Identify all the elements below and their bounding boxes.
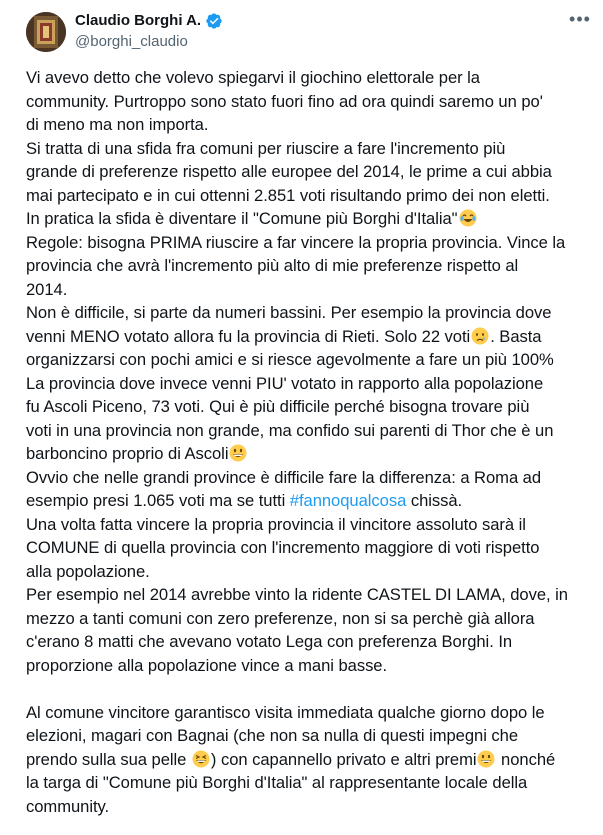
tweet-line-text: c'erano 8 matti che avevano votato Lega con preferenza Borghi. In	[26, 632, 513, 651]
tweet-line-text: fu Ascoli Piceno, 73 voti. Qui è più difficile perché bisogna trovare più	[26, 397, 530, 416]
tweet-line	[26, 701, 596, 725]
tweet-line	[26, 231, 596, 255]
tweet-line	[26, 372, 596, 396]
tweet-line-text: elezioni, magari con Bagnai (che non sa nulla di questi impegni che	[26, 726, 519, 745]
tweet-line	[26, 254, 596, 278]
tweet-line	[26, 90, 596, 114]
tweet-line	[26, 489, 596, 513]
tweet-line	[26, 278, 596, 302]
tweet-line	[26, 466, 596, 490]
tweet-line-text: Non è difficile, si parte da numeri bassini. Per esempio la provincia dove	[26, 303, 552, 322]
emoji-grin-icon	[477, 750, 495, 768]
tweet-line	[26, 724, 596, 748]
emoji-laugh-icon	[192, 750, 210, 768]
tweet-line-text: mezzo a tanti comuni con zero preferenze, non si sa perchè già allora	[26, 608, 535, 628]
tweet-line	[26, 560, 596, 584]
emoji-joy-icon	[459, 209, 477, 227]
tweet-line	[26, 301, 596, 325]
emoji-sad-icon	[471, 327, 489, 345]
tweet-line-text: Si tratta di una sfida fra comuni per riuscire a fare l'incremento più	[26, 138, 506, 158]
handle[interactable]: @borghi_claudio	[75, 33, 188, 50]
tweet-line	[26, 536, 596, 560]
tweet-line	[26, 677, 596, 701]
tweet-line-text: Regole: bisogna PRIMA riuscire a far vincere la propria provincia. Vince la	[26, 232, 566, 252]
avatar[interactable]	[26, 12, 66, 52]
tweet-line	[26, 66, 596, 90]
tweet-line	[26, 630, 596, 654]
emoji-grin-icon	[229, 444, 247, 462]
tweet-line-text: chissà.	[406, 491, 463, 510]
tweet-line-text: Ovvio che nelle grandi province è difficile fare la differenza: a Roma ad	[26, 467, 542, 487]
tweet-line	[26, 748, 596, 772]
tweet-line-text: prendo sulla sua pelle	[26, 749, 191, 769]
tweet-line-text: nonché	[496, 749, 556, 769]
tweet-line	[26, 207, 596, 231]
tweet-line-text: di meno ma non importa.	[26, 115, 209, 134]
tweet-line-text: Al comune vincitore garantisco visita immediata qualche giorno dopo le	[26, 702, 545, 722]
tweet-line	[26, 160, 596, 184]
tweet-line-text: Una volta fatta vincere la propria provincia il vincitore assoluto sarà il	[26, 514, 526, 534]
more-options-icon[interactable]: •••	[569, 9, 591, 29]
tweet-line	[26, 395, 596, 419]
tweet-line-text: la targa di "Comune più Borghi d'Italia" al rappresentante locale della	[26, 773, 528, 792]
tweet-line-text: mai partecipato e in cui ottenni 2.851 voti risultando primo dei non eletti.	[26, 185, 550, 205]
tweet-line-text: proporzione alla popolazione vince a mani basse.	[26, 655, 388, 675]
tweet-line	[26, 583, 596, 607]
tweet-line	[26, 137, 596, 161]
tweet-line-text: COMUNE di quella provincia con l'incremento maggiore di voti rispetto	[26, 538, 540, 557]
tweet-line-text: In pratica la sfida è diventare il "Comune più Borghi d'Italia"	[26, 209, 458, 228]
tweet-line-text: . Basta	[490, 326, 542, 346]
tweet-line-text: Per esempio nel 2014 avrebbe vinto la ridente CASTEL DI LAMA, dove, in	[26, 585, 568, 604]
tweet-line-text: La provincia dove invece venni PIU' votato in rapporto alla popolazione	[26, 373, 544, 393]
tweet-line-text: barboncino proprio di Ascoli	[26, 444, 229, 463]
tweet-line	[26, 348, 596, 372]
tweet-line-text: ) con capannello privato e altri premi	[210, 749, 477, 769]
tweet-line-text: esempio presi 1.065 voti ma se tutti	[26, 491, 290, 510]
hashtag-link[interactable]: #fannoqualcosa	[289, 491, 407, 510]
tweet-line	[26, 442, 596, 466]
tweet-line-text: community. Purtroppo sono stato fuori fino ad ora quindi saremo un po'	[26, 91, 543, 111]
tweet-line	[26, 771, 596, 795]
tweet-line	[26, 795, 596, 819]
tweet-line-text: voti in una provincia non grande, ma confido sui parenti di Thor che è un	[26, 420, 554, 440]
tweet-line	[26, 184, 596, 208]
tweet-body	[26, 66, 596, 818]
tweet-line-text: venni MENO votato allora fu la provincia di Rieti. Solo 22 voti	[26, 326, 471, 346]
tweet-header	[0, 0, 603, 60]
tweet-line-text: community.	[26, 796, 110, 816]
tweet-line	[26, 113, 596, 137]
tweet-line-text: grande di preferenze rispetto alle europee del 2014, le prime a cui abbia	[26, 162, 552, 181]
tweet-line-text: alla popolazione.	[26, 561, 150, 581]
tweet-line	[26, 654, 596, 678]
tweet-line	[26, 325, 596, 349]
display-name[interactable]: Claudio Borghi A.	[75, 12, 202, 29]
tweet-line-text: 2014.	[26, 279, 68, 299]
tweet-line-text: organizzarsi con pochi amici e si riesce agevolmente a fare un più 100%	[26, 350, 554, 369]
tweet-line	[26, 607, 596, 631]
tweet-line	[26, 419, 596, 443]
tweet-line	[26, 513, 596, 537]
tweet-line-text: Vi avevo detto che volevo spiegarvi il giochino elettorale per la	[26, 68, 480, 87]
verified-badge-icon	[205, 12, 223, 30]
tweet-line-text: provincia che avrà l'incremento più alto di mie preferenze rispetto al	[26, 256, 519, 275]
author-block	[75, 10, 223, 52]
